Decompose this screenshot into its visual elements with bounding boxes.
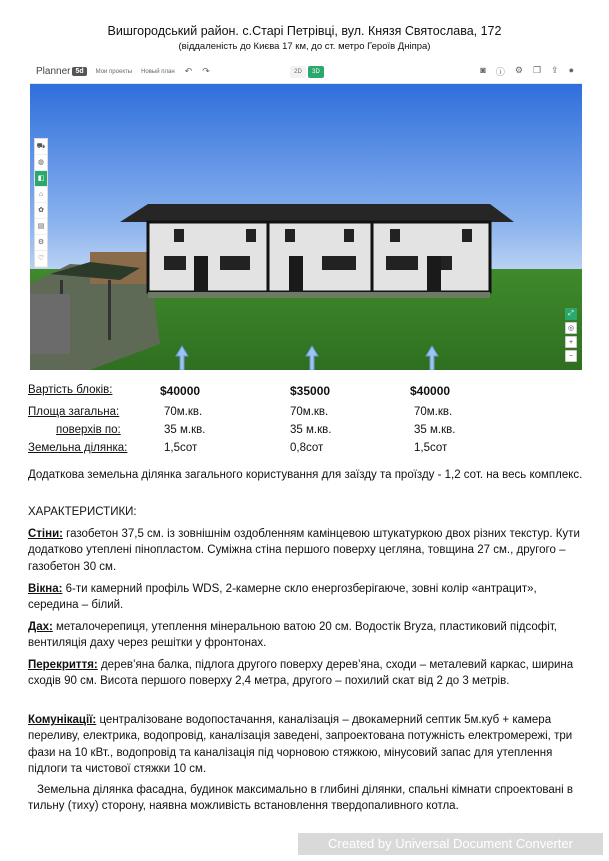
area-row: [28, 406, 588, 422]
window: [174, 229, 184, 242]
planner-toolbar: [30, 60, 582, 84]
roof-paragraph: [28, 619, 584, 652]
window: [344, 229, 354, 242]
left-tool-panel: [34, 138, 48, 268]
walls-paragraph: [28, 526, 584, 575]
price-block-3: $40000: [410, 384, 451, 398]
area-block-2: 70м.кв.: [290, 406, 329, 418]
walls-label: Стіни:: [28, 528, 63, 540]
page-title: Вишгородський район. с.Старі Петрівці, вул. Князя Святослава, 172: [107, 24, 502, 38]
floor-block-1: 35 м.кв.: [164, 424, 206, 436]
door: [427, 256, 441, 292]
communications-text: централізоване водопостачання, каналізація – двокамерний септик 5м.куб + камера переливу, електрика, водопровід, каналізація заведені, запроектована потужність електромережі, три фази на 10 кВт., водопровід та каналізація під чорновою стяжкою, мінусовий запас для утеплення підлоги та чистової стяжки 10 см.: [28, 714, 573, 775]
floor-block-3: 35 м.кв.: [414, 424, 456, 436]
3d-viewport[interactable]: [30, 84, 582, 370]
gear-icon[interactable]: ⚙: [514, 65, 523, 75]
settings-icon[interactable]: ⚙: [35, 235, 47, 251]
new-plan-link[interactable]: Новый план: [141, 68, 175, 75]
walls-tool-icon[interactable]: ◧: [35, 171, 47, 187]
characteristics-heading: ХАРАКТЕРИСТИКИ:: [28, 506, 137, 518]
zoom-in-icon[interactable]: +: [565, 336, 577, 348]
price-block-2: $35000: [290, 384, 331, 398]
zoom-out-icon[interactable]: −: [565, 350, 577, 362]
walls-text: газобетон 37,5 см. із зовнішнім оздобленням камінцевою штукатуркою двох різних текстур. Кути додатково утеплені пінопластом. Суміжна стіна першого поверху цегляна, товщина 27 см., другого – газобетон 30 см.: [28, 528, 580, 573]
land-block-2: 0,8сот: [290, 442, 324, 454]
land-block-3: 1,5сот: [414, 442, 448, 454]
windows-text: 6-ти камерний профіль WDS, 2-камерне скло енергозберігаюче, зовні колір «антрацит», середина – білий.: [28, 583, 537, 612]
planner-logo-badge: 5d: [72, 67, 86, 76]
facade-block-2: [268, 222, 372, 292]
window: [386, 256, 418, 270]
camera-icon[interactable]: ◙: [480, 65, 486, 75]
window: [462, 229, 472, 242]
windows-label: Вікна:: [28, 583, 63, 595]
3d-scene: [30, 84, 582, 370]
page-subtitle: (віддаленість до Києва 17 км, до ст. метро Героїв Дніпра): [178, 41, 431, 52]
redo-icon[interactable]: ↷: [202, 66, 210, 76]
area-block-1: 70м.кв.: [164, 406, 203, 418]
land-block-1: 1,5сот: [164, 442, 198, 454]
roof-label: Дах:: [28, 621, 53, 633]
ceiling-text: дерев’яна балка, підлога другого поверху дерев’яна, сходи – металевий каркас, ширина сходів 90 см. Висота першого поверху 2,4 метра, другого – похилий скат від 2 до 3 метрів.: [28, 659, 574, 688]
mode-2d-button[interactable]: 2D: [290, 66, 306, 78]
undo-icon[interactable]: ↶: [184, 66, 193, 76]
share-icon[interactable]: ⇪: [551, 65, 559, 75]
user-icon[interactable]: ●: [568, 65, 574, 75]
target-icon[interactable]: ◎: [565, 322, 577, 334]
my-projects-link[interactable]: Мои проекты: [95, 68, 133, 75]
mode-3d-button[interactable]: 3D: [308, 66, 324, 78]
globe-icon[interactable]: ◍: [35, 155, 47, 171]
ceiling-paragraph: [28, 657, 584, 690]
window: [390, 229, 400, 242]
land-row: [28, 442, 588, 458]
planner-logo-text: Planner: [36, 66, 71, 77]
window: [285, 229, 295, 242]
door: [194, 256, 208, 292]
windows-paragraph: [28, 581, 584, 614]
extra-land-text: Додаткова земельна ділянка загального користування для заїзду та проїзду - 1,2 сот. на весь комплекс.: [28, 469, 583, 481]
watermark: Created by Universal Document Converter: [298, 833, 603, 855]
cost-label: Вартість блоків:: [28, 384, 113, 396]
land-label: Земельна ділянка:: [28, 442, 128, 454]
communications-paragraph: [28, 712, 584, 777]
view-mode-switch: [290, 66, 324, 78]
floor-row: [28, 424, 588, 440]
porch: [148, 292, 490, 298]
door: [289, 256, 303, 292]
final-paragraph: Земельна ділянка фасадна, будинок максимально в глибині ділянки, спальні кімнати спроектовані в тильну (тиху) сторону, наявна можливість встановлення твердопаливного котла.: [28, 784, 573, 813]
heart-icon[interactable]: ♡: [35, 251, 47, 267]
window: [220, 256, 250, 270]
layers-icon[interactable]: ❐: [532, 65, 542, 75]
floor-icon[interactable]: ▤: [35, 219, 47, 235]
communications-label: Комунікації:: [28, 714, 97, 726]
roof-text: металочерепиця, утеплення мінеральною ватою 20 см. Водостік Bryza, пластиковий підсофіт, вентиляція даху через решітки у фронтонах.: [28, 621, 557, 650]
furniture-icon[interactable]: ⌂: [35, 187, 47, 203]
window: [164, 256, 186, 270]
window: [322, 256, 356, 270]
area-block-3: 70м.кв.: [414, 406, 453, 418]
plant-icon[interactable]: ✿: [35, 203, 47, 219]
planner-logo[interactable]: [36, 66, 87, 77]
grey-fence: [30, 294, 70, 354]
right-tool-panel: [565, 308, 577, 362]
ceiling-label: Перекриття:: [28, 659, 98, 671]
floor-block-2: 35 м.кв.: [290, 424, 332, 436]
fullscreen-icon[interactable]: ⤢: [565, 308, 577, 320]
floor-label: поверхів по:: [56, 424, 121, 436]
roof: [120, 204, 514, 222]
price-block-1: $40000: [160, 384, 201, 398]
cost-row: [28, 384, 588, 400]
toolbar-right-icons: [480, 65, 574, 78]
pavilion-post-2: [108, 280, 111, 340]
info-icon[interactable]: ⓘ: [495, 67, 505, 77]
area-label: Площа загальна:: [28, 406, 120, 418]
cart-icon[interactable]: ⛟: [35, 139, 47, 155]
window: [246, 229, 256, 242]
